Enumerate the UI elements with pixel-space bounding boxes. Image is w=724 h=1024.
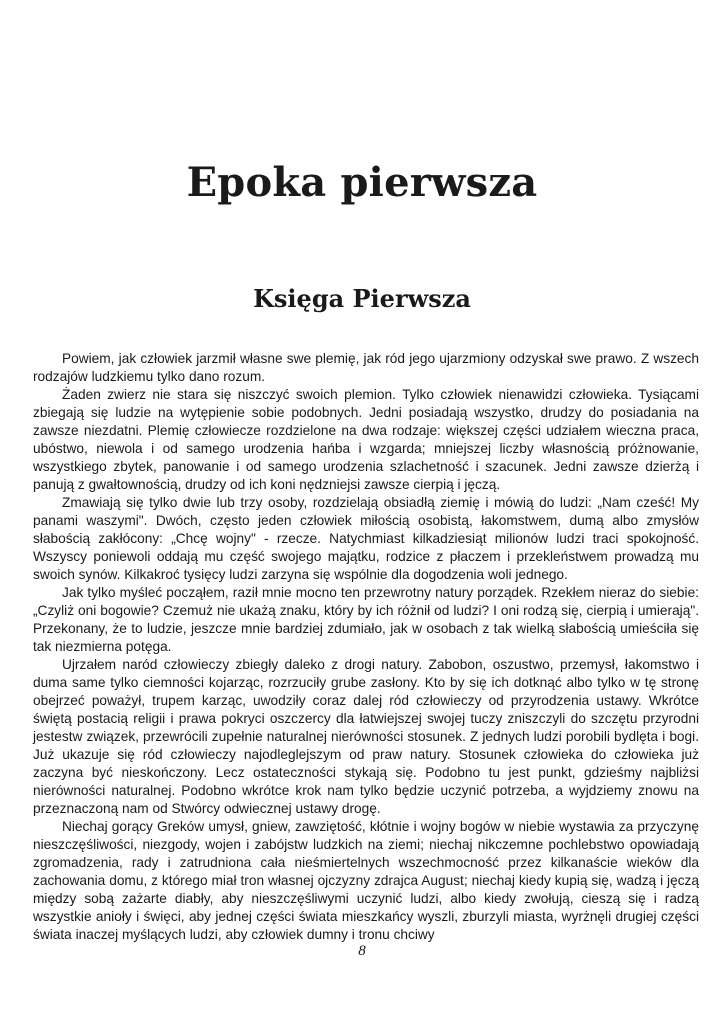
paragraph: Jak tylko myśleć począłem, raził mnie mocno ten przewrotny natury porządek. Rzekłem nieraz do siebie: „Czyliż oni bogowie? Czemuż nie ukażą znaku, który by ich różnił od ludzi? I oni rodzą się, cierpią i umierają". Przekonany, że to ludzie, jeszcze mnie bardziej zdumiało, jak w osobach z tak wielką słabością umieściła się tak niezmierna potęga.: [33, 585, 699, 654]
paragraph: Ujrzałem naród człowieczy zbiegły daleko z drogi natury. Zabobon, oszustwo, przemysł, łakomstwo i duma same tylko ciemności kojarząc, rozrzuciły grube zasłony. Kto by się ich dotknąć albo tylko w tę stronę obejrzeć poważył, trupem karząc, uwodziły coraz dalej ród człowieczy od przyrodzenia ustawy. Wkrótce świętą postacią religii i prawa pokryci oszczercy dla łatwiejszej swojej tuczy zniszczyli do szczętu przyrodni jestestw związek, przewrócili zupełnie naturalnej nierówności stosunek. Z jednych ludzi porobili bydlęta i bogi. Już ukazuje się ród człowieczy najodleglejszym od praw natury. Stosunek człowieka do człowieka już zaczyna być nieskończony. Lecz ostateczności stykają się. Podobno tu jest punkt, gdzieśmy najbliżsi nierówności naturalnej. Podobno wkrótce krok nam tylko będzie uczynić potrzeba, a wyjdziemy znowu na przeznaczoną nam od Stwórcy odwiecznej ustawy drogę.: [33, 657, 699, 816]
chapter-title: Epoka pierwsza: [186, 159, 538, 206]
page-number: 8: [358, 943, 366, 959]
paragraph: Zmawiają się tylko dwie lub trzy osoby, rozdzielają obsiadłą ziemię i mówią do ludzi: „Nam cześć! My panami waszymi". Dwóch, często jeden człowiek miłością osobistą, łakomstwem, dumą albo zmysłów słabością zakłócony: „Chcę wojny" - rzecze. Natychmiast kilkadziesiąt milionów ludzi traci spokojność. Wszyscy poniewoli oddają mu część swojego majątku, rodzice z płaczem i przekleństwem prowadzą mu swoich synów. Kilkakroć tysięcy ludzi zarzyna się wspólnie dla dogodzenia woli jednego.: [33, 495, 699, 582]
paragraph: Żaden zwierz nie stara się niszczyć swoich plemion. Tylko człowiek nienawidzi człowieka. Tysiącami zbiegają się ludzie na wytępienie sobie podobnych. Jedni posiadają wszystko, drudzy do posiadania na zawsze niezdatni. Plemię człowiecze rozdzielone na dwa rodzaje: większej części udziałem wieczna praca, ubóstwo, niewola i od samego urodzenia hańba i wzgarda; mniejszej liczby własnością próżnowanie, wszystkiego zbytek, panowanie i od samego urodzenia szlachetność i szacunek. Jedni zawsze dzierżą i panują z gwałtownością, drudzy od ich koni nędzniejsi zawsze cierpią i jęczą.: [33, 387, 699, 492]
body-text: [33, 350, 699, 944]
paragraph: Niechaj gorący Greków umysł, gniew, zawziętość, kłótnie i wojny bogów w niebie wystawia za przyczynę nieszczęśliwości, niezgody, wojen i zabójstw ludzkich na ziemi; niechaj nikczemne pochlebstwo opowiadają zgromadzenia, rady i zatrudniona cała nieśmiertelnych wszechmocność przez kilkanaście wieków dla zachowania domu, z którego miał tron własnej ojczyzny zdrajca August; niechaj kiedy kupią się, wadzą i jęczą między sobą zażarte diabły, aby nieszczęśliwymi uczynić ludzi, albo kiedy zwołują, cieszą się i radzą wszystkie anioły i święci, aby jednej części świata mieszkańcy wyszli, zburzyli miasta, wyrżnęli drugiej części świata inaczej myślących ludzi, aby człowiek dumny i tronu chciwy: [33, 819, 699, 942]
paragraph: Powiem, jak człowiek jarzmił własne swe plemię, jak ród jego ujarzmiony odzyskał swe prawo. Z wszech rodzajów ludzkiemu tylko dano rozum.: [33, 351, 699, 384]
book-title: Księga Pierwsza: [253, 284, 471, 313]
